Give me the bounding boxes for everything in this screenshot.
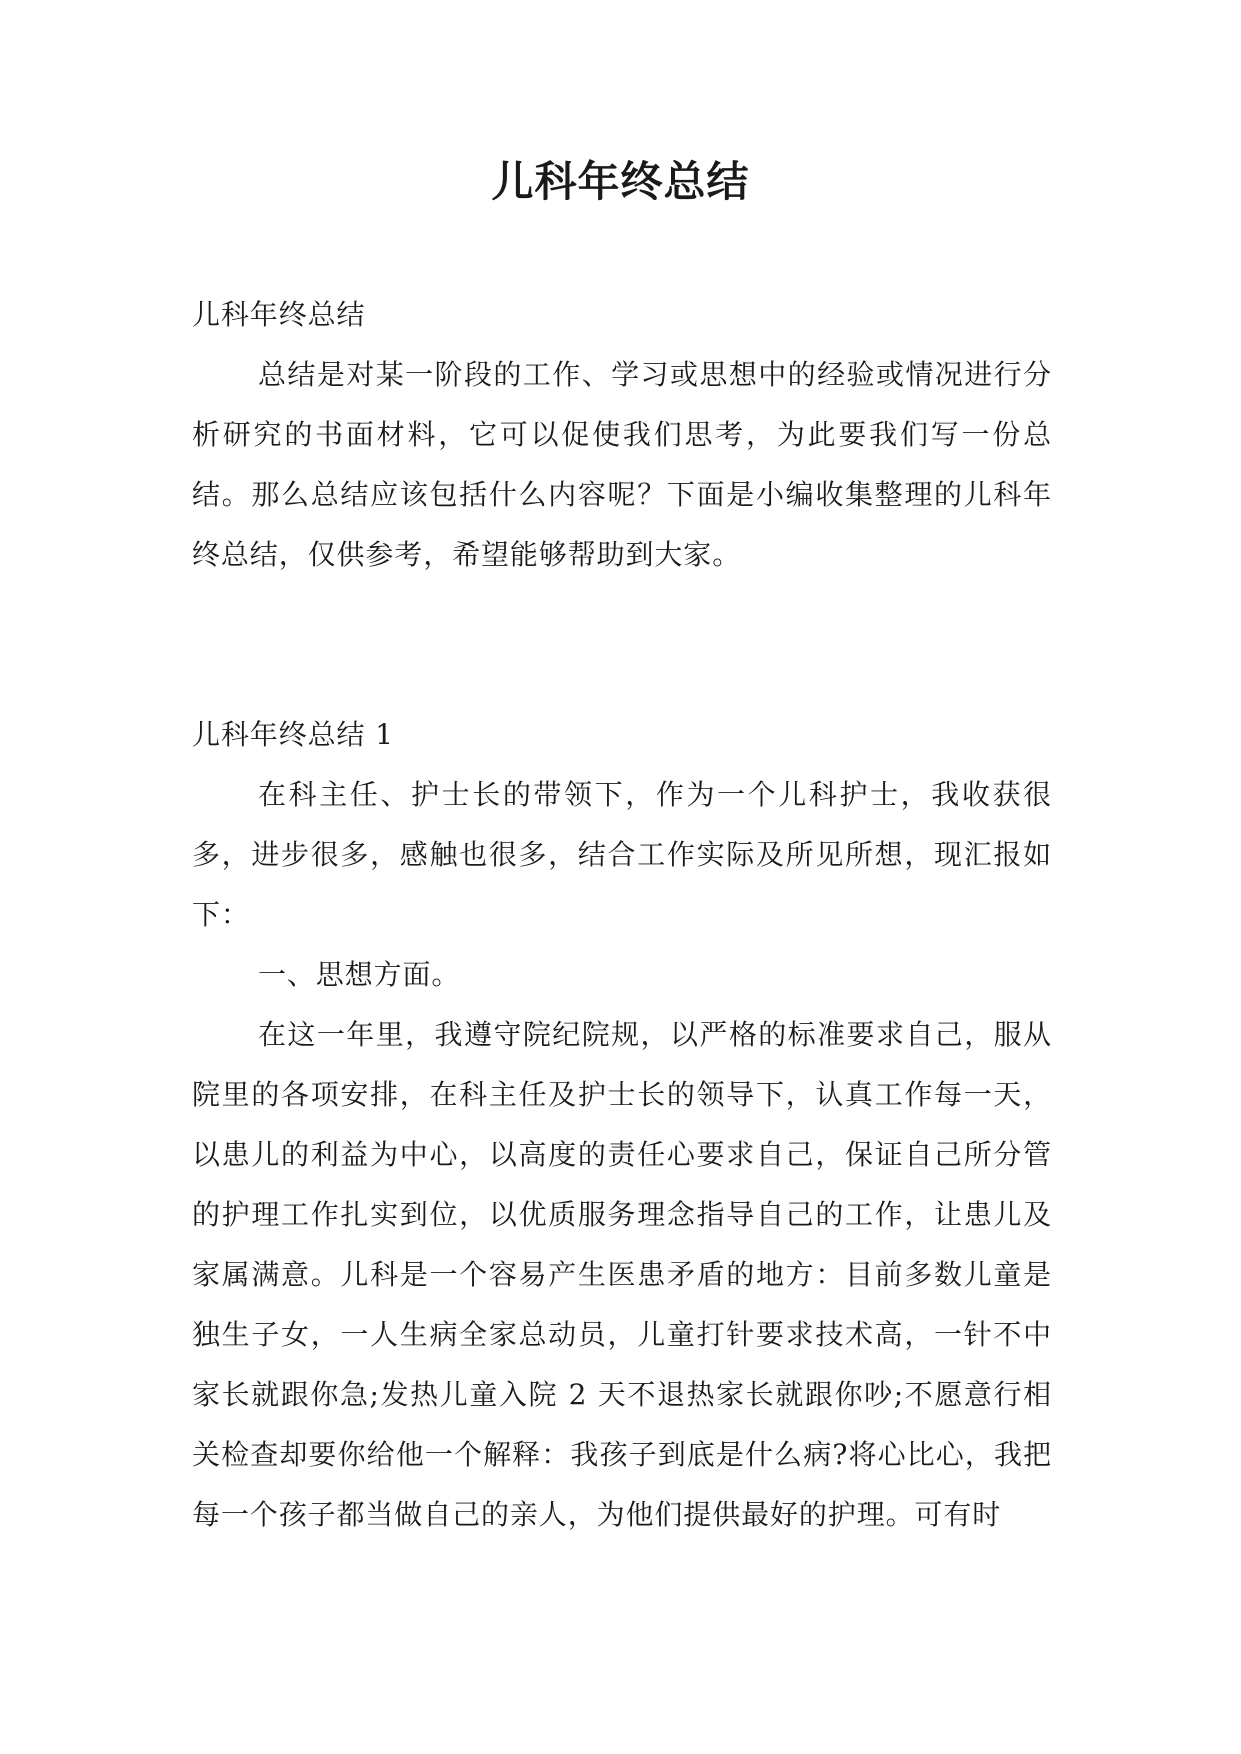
section-paragraph: 在这一年里，我遵守院纪院规，以严格的标准要求自己，服从院里的各项安排，在科主任及护士长的领导下，认真工作每一天，以患儿的利益为中心，以高度的责任心要求自己，保证自己所分管的护理工作扎实到位，以优质服务理念指导自己的工作，让患儿及家属满意。儿科是一个容易产生医患矛盾的地方：目前多数儿童是独生子女，一人生病全家总动员，儿童打针要求技术高，一针不中家长就跟你急;发热儿童入院 2 天不退热家长就跟你吵;不愿意行相关检查却要你给他一个解释：我孩子到底是什么病?将心比心，我把每一个孩子都当做自己的亲人，为他们提供最好的护理。可有时 (192, 1018, 1052, 1531)
section-spacer (192, 585, 1052, 705)
section-paragraph: 在科主任、护士长的带领下，作为一个儿科护士，我收获很多，进步很多，感触也很多，结合工作实际及所见所想，现汇报如下： (192, 778, 1052, 931)
section-subheading: 一、思想方面。 (258, 958, 461, 991)
section-heading: 儿科年终总结 1 (192, 718, 394, 751)
intro-paragraph: 总结是对某一阶段的工作、学习或思想中的经验或情况进行分析研究的书面材料，它可以促使我们思考，为此要我们写一份总结。那么总结应该包括什么内容呢？下面是小编收集整理的儿科年终总结，仅供参考，希望能够帮助到大家。 (192, 358, 1052, 571)
intro-heading: 儿科年终总结 (192, 298, 366, 331)
document-title: 儿科年终总结 (491, 157, 750, 206)
document-body (192, 285, 1052, 1545)
